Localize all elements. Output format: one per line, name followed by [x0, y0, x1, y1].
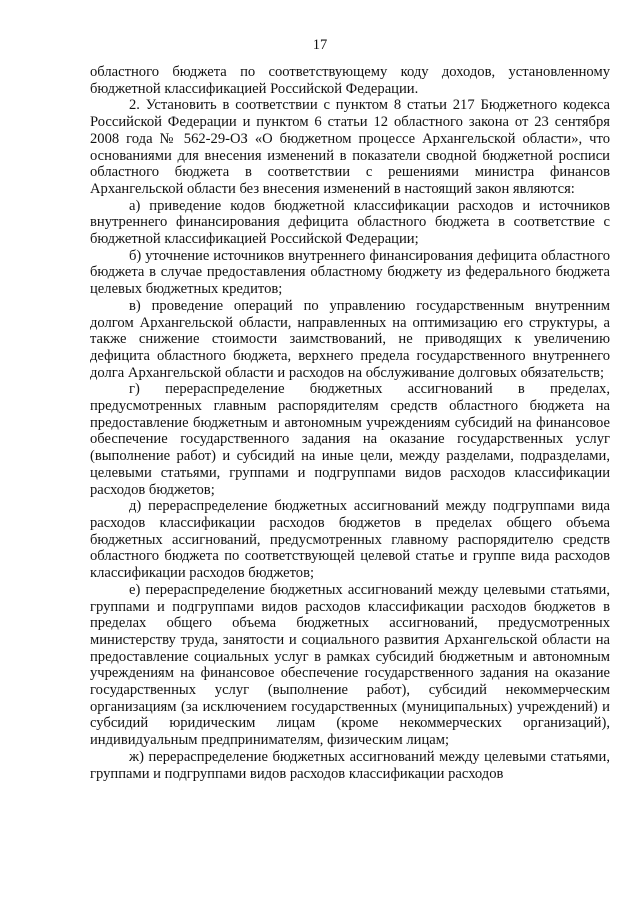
paragraph-subitem-d: д) перераспределение бюджетных ассигнований между подгруппами вида расходов классификации расходов бюджетов в пределах общего объема бюджетных ассигнований, предусмотренных главному распорядителю средств областного бюджета по соответствующей целевой статье и группе вида расходов классификации расходов бюджетов;: [90, 498, 610, 582]
paragraph-subitem-e: е) перераспределение бюджетных ассигнований между целевыми статьями, группами и подгруппами видов расходов классификации расходов бюджетов в пределах общего объема бюджетных ассигнований, предусмотренных министерству труда, занятости и социального развития Архангельской области на предоставление социальных услуг в рамках субсидий бюджетным и автономным учреждениям на финансовое обеспечение государственного задания на оказание государственных услуг (выполнение работ), субсидий некоммерческим организациям (за исключением государственных (муниципальных) учреждений) и субсидий юридическим лицам (кроме некоммерческих организаций), индивидуальным предпринимателям, физическим лицам;: [90, 581, 610, 749]
paragraph-continuation: областного бюджета по соответствующему коду доходов, установленному бюджетной классификацией Российской Федерации.: [90, 64, 610, 97]
paragraph-subitem-b: б) уточнение источников внутреннего финансирования дефицита областного бюджета в случае предоставления областному бюджету из федерального бюджета целевых бюджетных кредитов;: [90, 247, 610, 298]
paragraph-subitem-zh: ж) перераспределение бюджетных ассигнований между целевыми статьями, группами и подгруппами видов расходов классификации расходов: [90, 748, 610, 782]
paragraph-item-2: 2. Установить в соответствии с пунктом 8 статьи 217 Бюджетного кодекса Российской Федерации и пунктом 6 статьи 12 областного закона от 23 сентября 2008 года № 562-29-ОЗ «О бюджетном процессе Архангельской области», что основаниями для внесения изменений в показатели сводной бюджетной росписи областного бюджета в соответствии с решениями министра финансов Архангельской области без внесения изменений в настоящий закон являются:: [90, 97, 610, 197]
paragraph-subitem-v: в) проведение операций по управлению государственным внутренним долгом Архангельской области, направленных на оптимизацию его структуры, а также снижение стоимости заимствований, не приводящих к увеличению дефицита областного бюджета, верхнего предела государственного внутреннего долга Архангельской области и расходов на обслуживание долговых обязательств;: [90, 297, 610, 381]
document-body: [90, 64, 610, 782]
paragraph-subitem-g: г) перераспределение бюджетных ассигнований в пределах, предусмотренных главным распорядителям средств областного бюджета на предоставление бюджетным и автономным учреждениям субсидий на финансовое обеспечение государственного задания на оказание государственных услуг (выполнение работ) и субсидий на иные цели, между разделами, подразделами, целевыми статьями, группами и подгруппами видов расходов классификации расходов бюджетов;: [90, 381, 610, 498]
paragraph-subitem-a: а) приведение кодов бюджетной классификации расходов и источников внутреннего финансирования дефицита областного бюджета в соответствие с бюджетной классификацией Российской Федерации;: [90, 197, 610, 248]
page-number: 17: [312, 37, 328, 53]
